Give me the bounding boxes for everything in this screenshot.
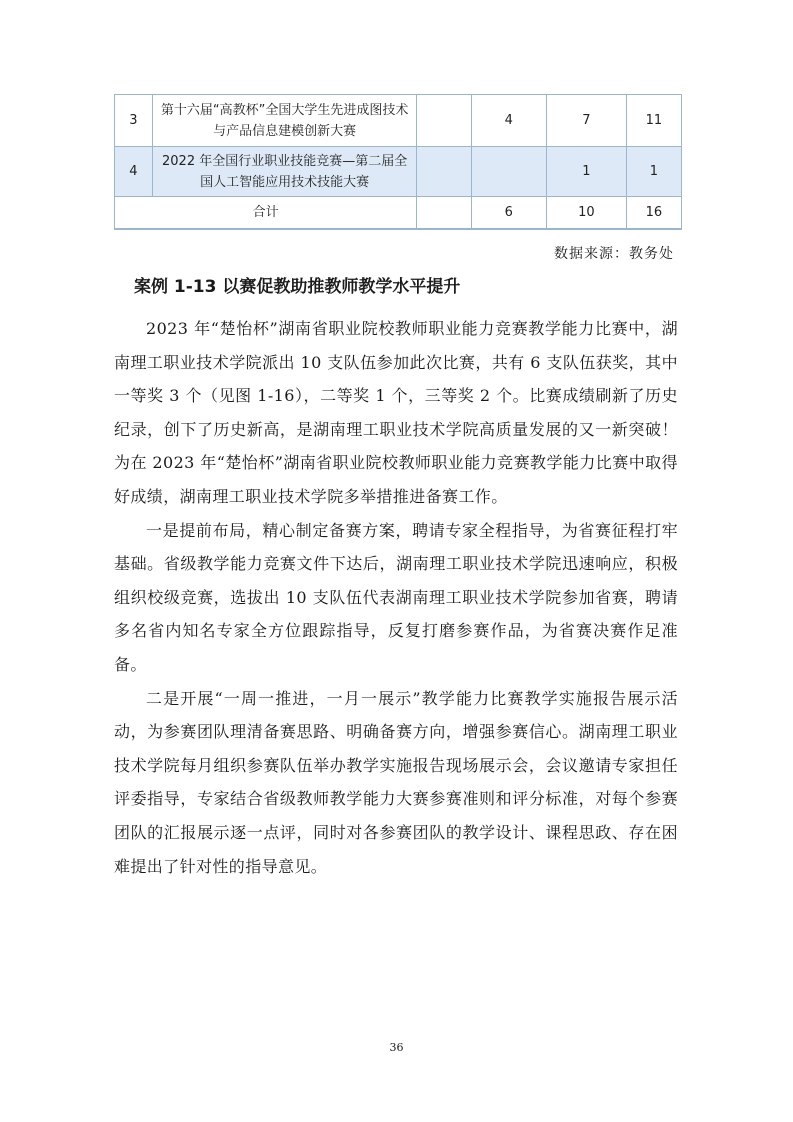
value-cell xyxy=(471,147,546,197)
empty-cell xyxy=(417,95,471,147)
empty-cell xyxy=(417,197,471,229)
total-value: 10 xyxy=(547,197,627,229)
case-title: 案例 1-13 以赛促教助推教师教学水平提升 xyxy=(134,277,461,297)
competition-table xyxy=(114,94,682,230)
row-number: 4 xyxy=(115,147,153,197)
value-cell: 7 xyxy=(547,95,627,147)
paragraph: 2023 年“楚怡杯”湖南省职业院校教师职业能力竞赛教学能力比赛中，湖南理工职业技术学院派出 10 支队伍参加此次比赛，共有 6 支队伍获奖，其中一等奖 3 个（见图 1-16），二等奖 1 个，三等奖 2 个。比赛成绩刷新了历史纪录，创下了历史新高，是湖南理工职业技术学院高质量发展的又一新突破！为在 2023 年“楚怡杯”湖南省职业院校教师职业能力竞赛教学能力比赛中取得好成绩，湖南理工职业技术学院多举措推进备赛工作。 xyxy=(114,319,678,506)
paragraph: 一是提前布局，精心制定备赛方案，聘请专家全程指导，为省赛征程打牢基础。省级教学能力竞赛文件下达后，湖南理工职业技术学院迅速响应，积极组织校级竞赛，选拔出 10 支队伍代表湖南理工职业技术学院参加省赛，聘请多名省内知名专家全方位跟踪指导，反复打磨参赛作品，为省赛决赛作足准备。 xyxy=(114,520,678,674)
value-cell: 1 xyxy=(626,147,681,197)
total-value: 16 xyxy=(626,197,681,229)
empty-cell xyxy=(417,147,471,197)
total-label: 合计 xyxy=(115,197,417,229)
value-cell: 11 xyxy=(626,95,681,147)
competition-name: 第十六届“高教杯”全国大学生先进成图技术与产品信息建模创新大赛 xyxy=(152,95,416,147)
row-number: 3 xyxy=(115,95,153,147)
page-number: 36 xyxy=(389,1041,404,1054)
table-row xyxy=(115,147,682,197)
competition-name: 2022 年全国行业职业技能竞赛—第二届全国人工智能应用技术技能大赛 xyxy=(152,147,416,197)
table-row xyxy=(115,95,682,147)
table-total-row xyxy=(115,197,682,229)
value-cell: 4 xyxy=(471,95,546,147)
total-value: 6 xyxy=(471,197,546,229)
value-cell: 1 xyxy=(547,147,627,197)
body-text xyxy=(114,312,678,883)
data-source: 数据来源：教务处 xyxy=(554,246,674,262)
paragraph: 二是开展“一周一推进，一月一展示”教学能力比赛教学实施报告展示活动，为参赛团队理清备赛思路、明确备赛方向，增强参赛信心。湖南理工职业技术学院每月组织参赛队伍举办教学实施报告现场展示会，会议邀请专家担任评委指导，专家结合省级教师教学能力大赛参赛准则和评分标准，对每个参赛团队的汇报展示逐一点评，同时对各参赛团队的教学设计、课程思政、存在困难提出了针对性的指导意见。 xyxy=(114,688,678,876)
